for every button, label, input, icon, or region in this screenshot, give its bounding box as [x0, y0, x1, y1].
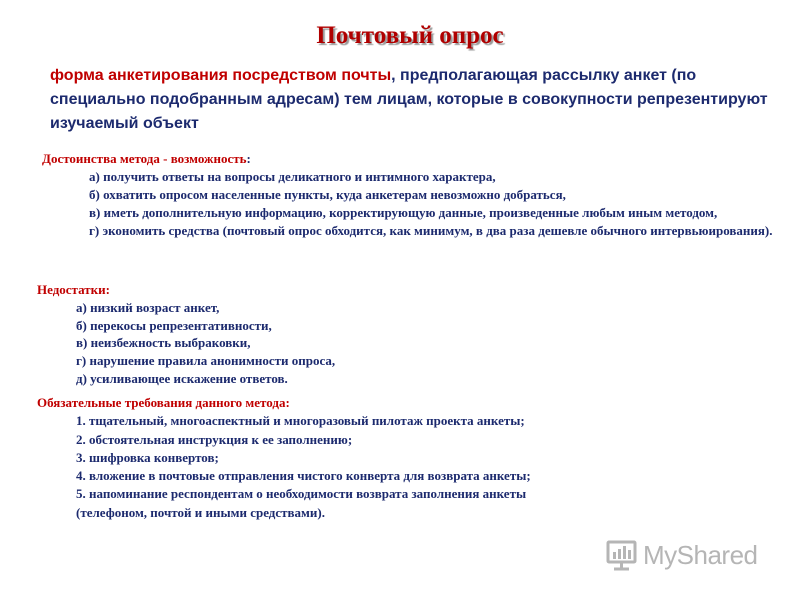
disadvantages-heading: Недостатки:: [37, 282, 110, 297]
requirements-section: [37, 394, 777, 522]
requirement-item: (телефоном, почтой и иными средствами).: [76, 504, 325, 520]
advantage-item: в) иметь дополнительную информацию, корректирующую данные, произведенные любым иным методом,: [89, 205, 718, 220]
disadvantage-item: г) нарушение правила анонимности опроса,: [76, 353, 336, 369]
advantage-item: б) охватить опросом населенные пункты, куда анкетерам невозможно добраться,: [89, 187, 566, 202]
watermark-text: MyShared: [643, 539, 758, 570]
advantage-item: г) экономить средства (почтовый опрос обходится, как минимум, в два раза дешевле обычного интервьюирования).: [89, 223, 773, 238]
disadvantage-item: а) низкий возраст анкет,: [76, 299, 220, 315]
disadvantages-section: [37, 281, 777, 388]
presentation-board-icon: [605, 538, 639, 572]
slide-title: Почтовый опрос: [316, 22, 504, 49]
requirement-item: 3. шифровка конвертов;: [76, 449, 219, 465]
disadvantage-item: б) перекосы репрезентативности,: [76, 317, 272, 333]
watermark-logo[interactable]: [605, 535, 765, 575]
requirement-item: 4. вложение в почтовые отправления чистого конверта для возврата анкеты;: [76, 468, 531, 484]
definition-paragraph: [50, 64, 785, 136]
requirement-item: 5. напоминание респондентам о необходимости возврата заполнения анкеты: [76, 486, 527, 502]
requirement-item: 2. обстоятельная инструкция к ее заполнению;: [76, 431, 353, 447]
definition-term: форма анкетирования посредством почты: [50, 67, 392, 84]
requirements-heading: Обязательные требования данного метода:: [37, 395, 290, 410]
requirement-item: 1. тщательный, многоаспектный и многоразовый пилотаж проекта анкеты;: [76, 413, 525, 429]
advantages-heading: [42, 150, 782, 168]
disadvantage-item: д) усиливающее искажение ответов.: [76, 370, 288, 386]
advantages-section: [42, 150, 782, 240]
advantages-heading-colon: :: [246, 151, 251, 166]
disadvantage-item: в) неизбежность выбраковки,: [76, 335, 251, 351]
advantage-item: а) получить ответы на вопросы деликатного и интимного характера,: [89, 169, 496, 184]
definition-text: , предполагающая рассылку анкет (по специально подобранным адресам) тем лицам, которые в совокупности репрезентируют изучаемый объект: [50, 67, 768, 132]
advantages-heading-text: Достоинства метода - возможность: [42, 151, 247, 166]
